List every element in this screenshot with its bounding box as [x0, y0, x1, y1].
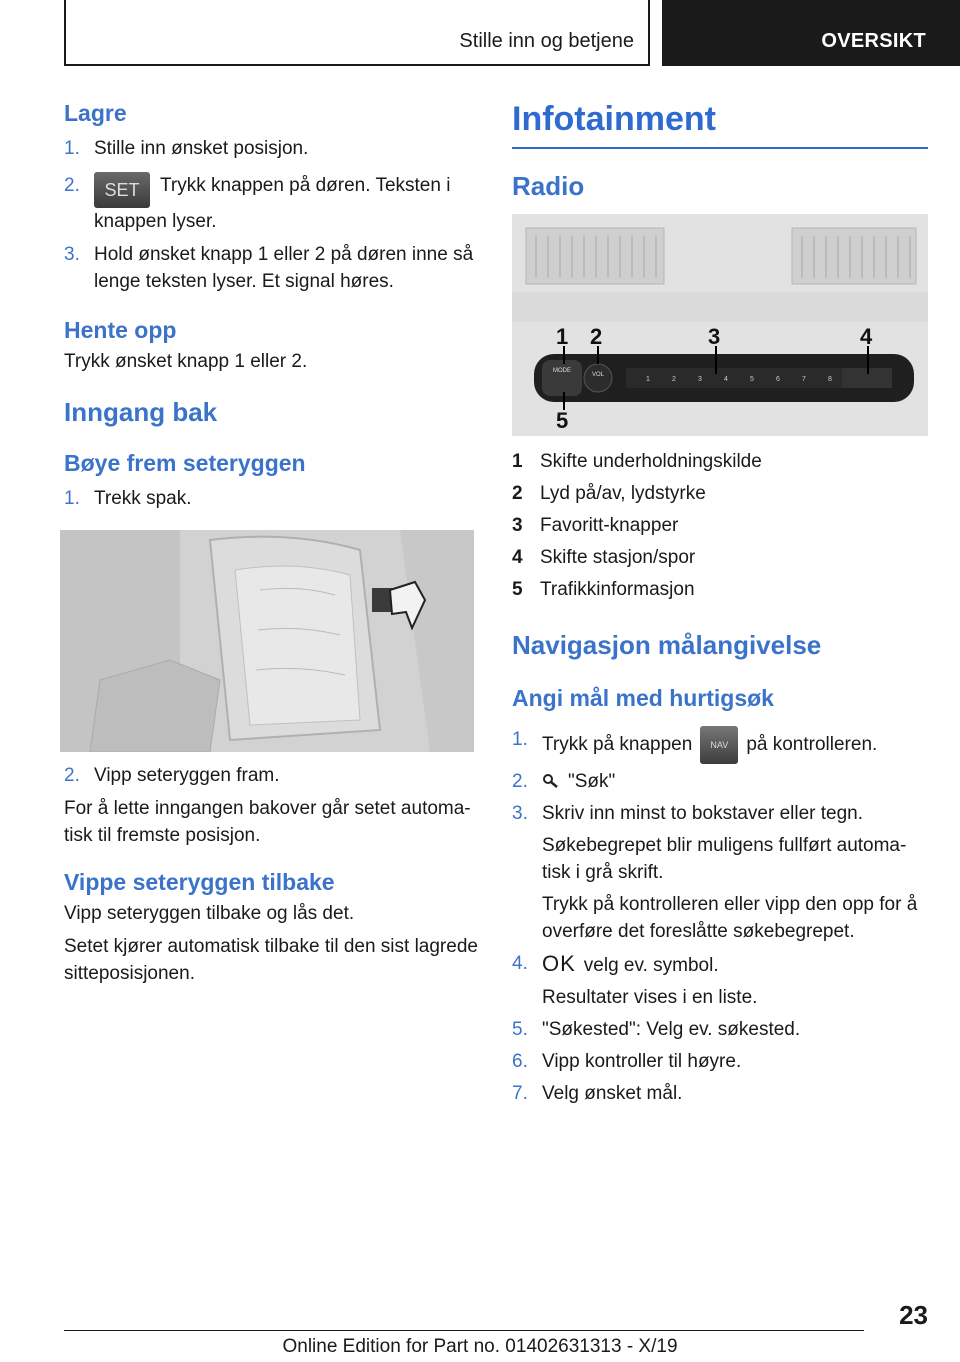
boye-steps — [64, 485, 478, 512]
preset-label: 4 — [724, 376, 728, 383]
step-text-body: "Søk" — [568, 771, 616, 792]
callout-4: 4 — [860, 324, 873, 349]
step-number: 2. — [64, 175, 80, 196]
preset-label: 8 — [828, 376, 832, 383]
header-section-box — [64, 0, 650, 66]
step-text: "Søkested": Velg ev. søkested. — [542, 1019, 801, 1040]
step-number: 1. — [64, 488, 80, 509]
step-number: 6. — [512, 1051, 528, 1072]
callout-5: 5 — [556, 408, 569, 433]
step-text — [542, 726, 928, 764]
step-subtext: Resultater vises i en liste. — [542, 987, 758, 1008]
step-number: 7. — [512, 1083, 528, 1104]
step-text-body: velg ev. symbol. — [583, 955, 719, 976]
step-text — [94, 172, 478, 235]
preset-label: 7 — [802, 376, 806, 383]
boye-note: For å lette inngangen bakover går setet automa-tisk til fremste posisjon. — [64, 798, 471, 846]
heading-hente-opp: Hente opp — [64, 317, 177, 343]
heading-angi-mal: Angi mål med hurtigsøk — [512, 685, 774, 711]
hente-text: Trykk ønsket knapp 1 eller 2. — [64, 351, 308, 372]
heading-inngang-bak: Inngang bak — [64, 397, 218, 427]
legend-value: Trafikkinformasjon — [540, 579, 695, 600]
step-text: Hold ønsket knapp 1 eller 2 på døren inne så lenge teksten lyser. Et signal høres. — [94, 244, 474, 292]
footer-edition: Online Edition for Part no. 01402631313 - X/19 — [282, 1336, 678, 1357]
heading-navigasjon: Navigasjon målangivelse — [512, 630, 822, 660]
list-item — [64, 762, 478, 789]
heading-radio: Radio — [512, 171, 585, 201]
list-item — [64, 135, 478, 162]
step-text — [542, 950, 928, 1011]
legend-row — [512, 478, 928, 510]
mode-label: MODE — [553, 368, 571, 374]
step-text-body: Skriv inn minst to bokstaver eller tegn. — [542, 803, 864, 824]
step-number: 5. — [512, 1019, 528, 1040]
seat-lever-illustration — [60, 530, 474, 752]
legend-row — [512, 510, 928, 542]
vippe-text-1: Vipp seteryggen tilbake og lås det. — [64, 903, 355, 924]
preset-label: 2 — [672, 376, 676, 383]
header-tab-label: OVERSIKT — [821, 30, 926, 52]
step-number: 3. — [64, 244, 80, 265]
set-button-icon: SET — [94, 172, 150, 208]
step-number: 1. — [512, 729, 528, 750]
callout-1: 1 — [556, 324, 569, 349]
step-text-post: på kontrolleren. — [746, 734, 878, 756]
step-number: 1. — [64, 138, 80, 159]
preset-label: 1 — [646, 376, 650, 383]
heading-rule — [512, 147, 928, 149]
radio-panel-illustration — [512, 214, 928, 436]
vol-label: VOL — [591, 372, 605, 378]
search-icon — [542, 773, 560, 789]
page-number: 23 — [899, 1300, 928, 1330]
step-text: Velg ønsket mål. — [542, 1083, 683, 1104]
step-subtext: Trykk på kontrolleren eller vipp den opp for å overføre det foreslåtte søkebegrepet. — [542, 894, 918, 942]
legend-key: 4 — [512, 547, 523, 568]
callout-2: 2 — [590, 324, 603, 349]
step-text: Vipp seteryggen fram. — [94, 765, 280, 786]
right-column — [512, 100, 928, 1107]
ok-icon: OK — [542, 951, 576, 976]
legend-key: 3 — [512, 515, 523, 536]
list-item — [512, 800, 928, 945]
list-item — [64, 485, 478, 512]
step-number: 2. — [64, 765, 80, 786]
list-item — [64, 172, 478, 235]
vippe-text-2: Setet kjører automatisk tilbake til den sist lagrede sitteposisjonen. — [64, 936, 478, 984]
heading-boye: Bøye frem seteryggen — [64, 450, 306, 476]
legend-row — [512, 446, 928, 478]
step-text — [542, 768, 928, 795]
preset-label: 3 — [698, 376, 702, 383]
step-number: 3. — [512, 803, 528, 824]
step-text — [542, 800, 928, 945]
list-item — [512, 1016, 928, 1043]
list-item — [64, 241, 478, 295]
lagre-steps — [64, 135, 478, 295]
callout-3: 3 — [708, 324, 721, 349]
list-item — [512, 1048, 928, 1075]
list-item — [512, 726, 928, 764]
step-text-pre: Trykk på knappen — [542, 734, 693, 756]
header-section-title: Stille inn og betjene — [459, 30, 634, 52]
header-tab-oversikt[interactable] — [662, 0, 960, 66]
step-number: 2. — [512, 771, 528, 792]
legend-value: Skifte stasjon/spor — [540, 547, 696, 568]
list-item — [512, 1080, 928, 1107]
heading-vippe: Vippe seteryggen tilbake — [64, 869, 335, 895]
step-text: Stille inn ønsket posisjon. — [94, 138, 309, 159]
step-number: 4. — [512, 953, 528, 974]
nav-button-icon: NAV — [700, 726, 738, 764]
step-text: Trekk spak. — [94, 488, 192, 509]
legend-value: Lyd på/av, lydstyrke — [540, 483, 706, 504]
left-column — [64, 100, 478, 987]
legend-value: Favoritt-knapper — [540, 515, 679, 536]
legend-row — [512, 574, 928, 606]
radio-legend — [512, 446, 928, 606]
legend-value: Skifte underholdningskilde — [540, 451, 762, 472]
list-item — [512, 950, 928, 1011]
legend-row — [512, 542, 928, 574]
preset-label: 6 — [776, 376, 780, 383]
step-subtext: Søkebegrepet blir muligens fullført automa-tisk i grå skrift. — [542, 835, 907, 883]
heading-infotainment: Infotainment — [512, 100, 716, 138]
legend-key: 1 — [512, 451, 523, 472]
list-item — [512, 768, 928, 795]
step-text-body: Trykk knappen på døren. Teksten i knappen lyser. — [94, 175, 451, 232]
boye-steps-2 — [64, 762, 478, 789]
legend-key: 5 — [512, 579, 523, 600]
heading-lagre: Lagre — [64, 100, 127, 126]
legend-key: 2 — [512, 483, 523, 504]
nav-steps — [512, 726, 928, 1107]
footer-divider — [64, 1330, 864, 1331]
preset-label: 5 — [750, 376, 754, 383]
step-text: Vipp kontroller til høyre. — [542, 1051, 742, 1072]
